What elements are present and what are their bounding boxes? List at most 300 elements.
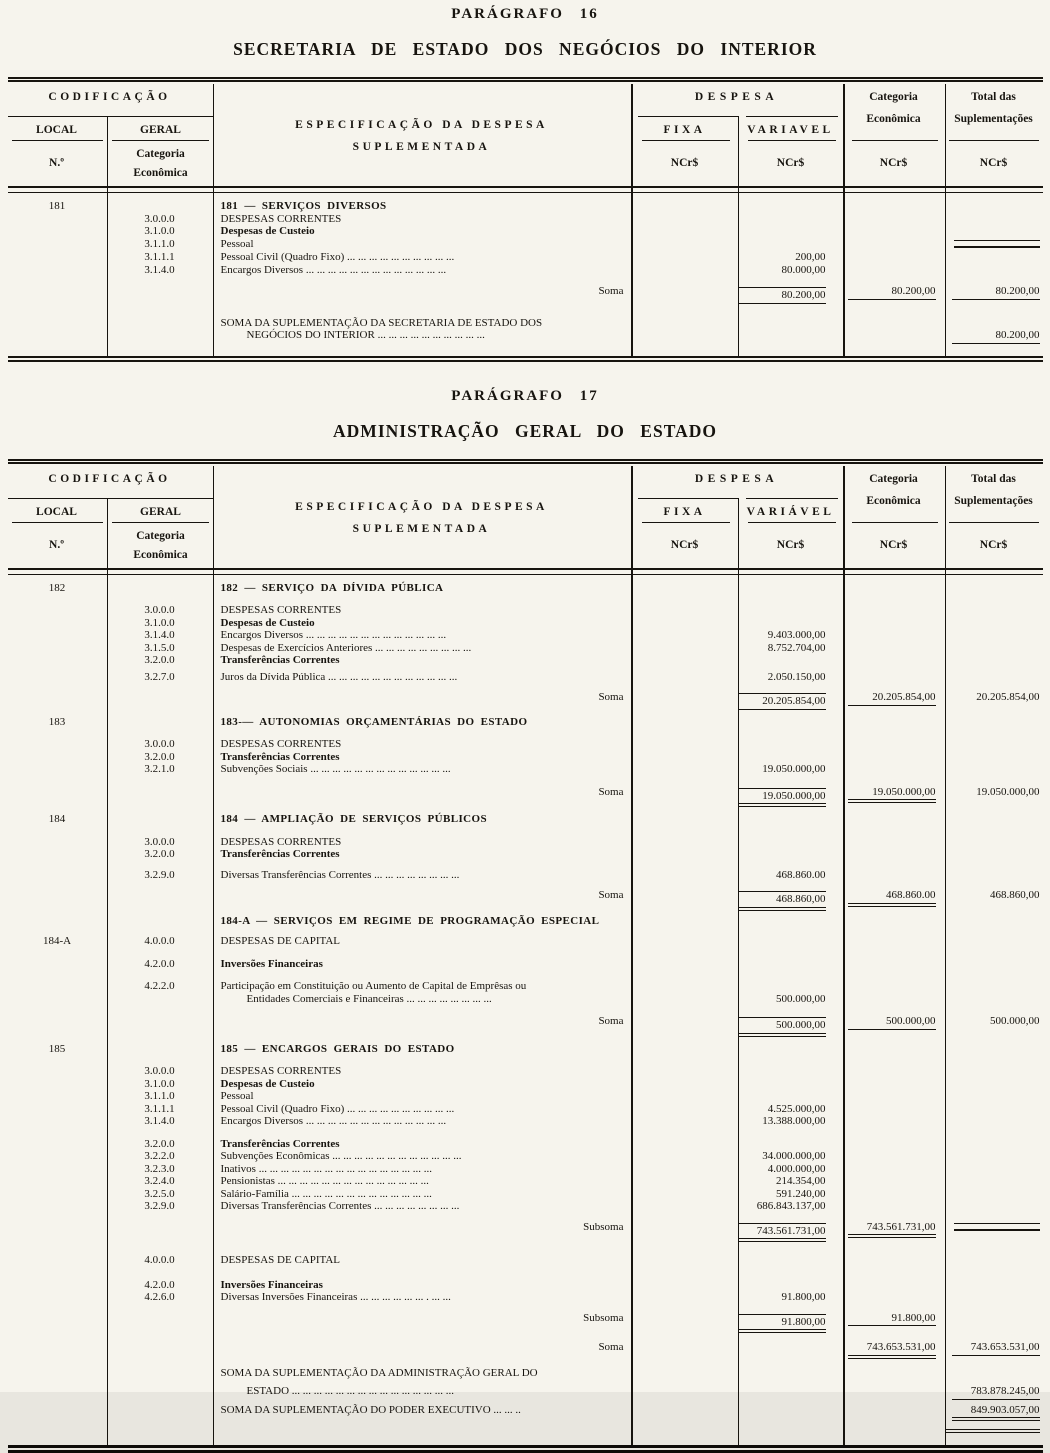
variavel-cell [738,869,843,882]
fixa-cell [632,264,738,277]
spec-cell [213,285,632,304]
variavel-cell [738,654,843,667]
spec-cell [213,264,632,277]
header-rule [852,522,938,523]
table-row [8,582,1043,595]
table-administracao-geral [8,459,1043,1453]
col-geral: GERAL [140,506,181,518]
column-divider [631,466,633,1446]
categoria-cell [843,980,945,1005]
code-cell [107,889,213,911]
table-secretaria-interior [8,77,1043,362]
fixa-cell [632,935,738,948]
spec-cell [213,1367,632,1380]
local-cell: 185 [8,1043,107,1056]
code-cell [107,915,213,928]
code-cell: 3.1.1.1 [107,1103,213,1116]
value: 591.240,00 [738,1188,826,1201]
local-cell [8,1254,107,1267]
code-cell: 3.0.0.0 [107,213,213,226]
total-cell [945,1312,1043,1334]
fixa-cell [632,738,738,751]
code-cell: 4.2.0.0 [107,1279,213,1292]
header-rule [748,522,836,523]
col-numero: N.º [49,539,64,551]
code-cell: 3.1.5.0 [107,642,213,655]
spec-text: Transferências Correntes [221,751,632,764]
col-local: LOCAL [36,506,77,518]
spec-text: DESPESAS CORRENTES [221,1065,632,1078]
sum-label: Soma [221,1341,632,1354]
local-cell [8,671,107,684]
code-cell: 3.1.4.0 [107,1115,213,1128]
variavel-cell [738,1254,843,1267]
fixa-cell [632,813,738,826]
local-cell [8,738,107,751]
local-cell [8,1103,107,1116]
spec-cell [213,225,632,238]
categoria-cell [843,1115,945,1128]
code-cell: 3.2.5.0 [107,1188,213,1201]
table-row [8,836,1043,849]
spec-cell [213,1043,632,1056]
spec-cell [213,1015,632,1037]
col-categoria-economica-line2: Econômica [866,495,920,507]
fixa-cell [632,836,738,849]
local-cell [8,1188,107,1201]
header-separator-rule [8,186,1043,193]
spec-cell [213,1341,632,1359]
spec-text: 181 — SERVIÇOS DIVERSOS [221,200,632,213]
categoria-cell [843,654,945,667]
categoria-cell [843,1015,945,1037]
sum-label: Subsoma [221,1312,632,1325]
table-row [8,1078,1043,1091]
code-cell: 3.1.4.0 [107,629,213,642]
fixa-cell [632,1150,738,1163]
local-cell [8,617,107,630]
fixa-cell [632,763,738,776]
variavel-cell [738,813,843,826]
value [954,240,1040,248]
col-fixa: FIXA [663,124,705,136]
categoria-cell [843,604,945,617]
spec-cell [213,716,632,729]
col-geral: GERAL [140,124,181,136]
local-cell: 182 [8,582,107,595]
variavel-cell [738,836,843,849]
spec-cell [213,1200,632,1213]
categoria-cell [843,1254,945,1267]
variavel-cell [738,751,843,764]
variavel-cell [738,671,843,684]
variavel-cell [738,1138,843,1151]
header-rule [746,498,838,499]
fixa-cell [632,786,738,808]
fixa-cell [632,915,738,928]
local-cell [8,604,107,617]
table-row [8,1367,1043,1380]
categoria-cell [843,1090,945,1103]
header-rule [638,498,738,499]
code-cell: 3.2.9.0 [107,869,213,882]
table-row [8,915,1043,928]
categoria-cell [843,1150,945,1163]
fixa-cell [632,1065,738,1078]
categoria-cell [843,738,945,751]
categoria-cell [843,813,945,826]
currency-fixa: NCr$ [671,539,698,551]
table-row [8,1254,1043,1267]
total-cell [945,889,1043,911]
header-rule [642,140,730,141]
spec-cell [213,889,632,911]
variavel-cell [738,980,843,1005]
local-cell [8,1163,107,1176]
spec-cell [213,1078,632,1091]
local-cell [8,691,107,710]
table-row [8,604,1043,617]
table-row [8,1221,1043,1243]
variavel-cell [738,1078,843,1091]
total-cell [945,691,1043,710]
spec-cell [213,213,632,226]
spec-text: Diversas Transferências Correntes ... ... ... ... ... ... ... ... [221,1200,632,1213]
total-cell [945,1015,1043,1037]
spec-text: Encargos Diversos ... ... ... ... ... ... ... ... ... ... ... ... ... [221,1115,632,1128]
total-cell [945,1254,1043,1267]
local-cell [8,1312,107,1334]
value: 80.000,00 [738,264,826,277]
code-cell: 3.2.0.0 [107,751,213,764]
currency-total: NCr$ [980,539,1007,551]
code-cell: 3.1.1.0 [107,1090,213,1103]
local-cell [8,1200,107,1213]
local-cell: 184-A [8,935,107,948]
col-codificacao: CODIFICAÇÃO [48,473,170,485]
col-total-line2: Suplementações [954,495,1033,507]
value: 91.800,00 [738,1314,826,1334]
col-especificacao-line1: ESPECIFICAÇÃO DA DESPESA [295,501,548,513]
table-row [8,1115,1043,1128]
spec-cell [213,251,632,264]
categoria-cell [843,200,945,213]
col-categoria-line2: Econômica [133,167,187,179]
table-row [8,1385,1043,1400]
fixa-cell [632,691,738,710]
fixa-cell [632,1043,738,1056]
table-row [8,671,1043,684]
variavel-cell [738,958,843,971]
categoria-cell [843,671,945,684]
spec-text: Inversões Financeiras [221,1279,632,1292]
section-16-title: SECRETARIA DE ESTADO DOS NEGÓCIOS DO INTERIOR [0,39,1050,60]
categoria-cell [843,264,945,277]
col-categoria-line1: Categoria [136,530,185,542]
code-cell [107,1221,213,1243]
header-rule [8,116,213,117]
code-cell: 3.0.0.0 [107,836,213,849]
spec-text: Despesas de Custeio [221,1078,632,1091]
variavel-cell [738,1103,843,1116]
variavel-cell [738,1175,843,1188]
spec-text: Pessoal Civil (Quadro Fixo) ... ... ... ... ... ... ... ... ... ... [221,251,632,264]
spec-text: DESPESAS CORRENTES [221,738,632,751]
local-cell [8,1367,107,1380]
total-cell [945,1065,1043,1078]
column-divider [107,498,108,1446]
col-codificacao: CODIFICAÇÃO [48,91,170,103]
total-cell [945,642,1043,655]
fixa-cell [632,225,738,238]
categoria-cell [843,213,945,226]
spec-text: Subvenções Econômicas ... ... ... ... ... ... ... ... ... ... ... ... [221,1150,632,1163]
value: 500.000,00 [738,993,826,1006]
categoria-cell [843,1065,945,1078]
sum-label: Soma [221,786,632,799]
table-row [8,751,1043,764]
spec-text: Subvenções Sociais ... ... ... ... ... ... ... ... ... ... ... ... ... [221,763,632,776]
spec-cell [213,738,632,751]
variavel-cell [738,1065,843,1078]
local-cell [8,836,107,849]
fixa-cell [632,200,738,213]
categoria-cell [843,716,945,729]
variavel-cell [738,582,843,595]
code-cell: 3.1.0.0 [107,617,213,630]
header-rule [12,140,103,141]
variavel-cell [738,1367,843,1380]
code-cell: 3.2.9.0 [107,1200,213,1213]
spec-text: 184 — AMPLIAÇÃO DE SERVIÇOS PÚBLICOS [221,813,632,826]
table-row [8,238,1043,252]
local-cell [8,285,107,304]
value: 19.050.000,00 [738,788,826,808]
spec-text: 185 — ENCARGOS GERAIS DO ESTADO [221,1043,632,1056]
spec-cell [213,1385,632,1400]
table-row [8,264,1043,277]
col-variavel: VARIAVEL [747,124,833,136]
table-row [8,1175,1043,1188]
fixa-cell [632,617,738,630]
table-row [8,1291,1043,1304]
code-cell [107,1385,213,1400]
table-row [8,1015,1043,1037]
total-cell [945,763,1043,776]
value: 500.000,00 [848,1015,936,1030]
categoria-cell [843,1078,945,1091]
categoria-cell [843,642,945,655]
spec-text: DESPESAS CORRENTES [221,604,632,617]
local-cell [8,1138,107,1151]
paragraph-16-heading: PARÁGRAFO 16 [0,0,1050,23]
total-cell [945,716,1043,729]
value: 468.860.00 [738,869,826,882]
fixa-cell [632,1341,738,1359]
categoria-cell [843,836,945,849]
variavel-cell [738,786,843,808]
spec-cell [213,836,632,849]
fixa-cell [632,751,738,764]
total-cell [945,1279,1043,1292]
total-cell [945,786,1043,808]
code-cell: 4.2.2.0 [107,980,213,1005]
spec-cell [213,958,632,971]
value: 743.653.531,00 [848,1341,936,1359]
local-cell [8,751,107,764]
fixa-cell [632,1090,738,1103]
value: 20.205.854,00 [738,693,826,710]
spec-cell [213,671,632,684]
categoria-cell [843,251,945,264]
variavel-cell [738,213,843,226]
categoria-cell [843,1404,945,1434]
paragraph-17-heading: PARÁGRAFO 17 [0,382,1050,405]
fixa-cell [632,1115,738,1128]
code-cell: 3.2.4.0 [107,1175,213,1188]
spec-text: Transferências Correntes [221,1138,632,1151]
value: 2.050.150,00 [738,671,826,684]
spec-cell [213,1103,632,1116]
spec-text: Encargos Diversos ... ... ... ... ... ... ... ... ... ... ... ... ... [221,629,632,642]
local-cell [8,1115,107,1128]
value: 4.000.000,00 [738,1163,826,1176]
variavel-cell [738,642,843,655]
spec-cell [213,751,632,764]
variavel-cell [738,238,843,252]
col-despesa: DESPESA [695,91,778,103]
table-row [8,642,1043,655]
categoria-cell [843,1188,945,1201]
column-divider [945,466,946,1446]
variavel-cell [738,251,843,264]
col-especificacao-line2: SUPLEMENTADA [353,141,491,153]
code-cell: 3.2.0.0 [107,1138,213,1151]
total-cell [945,251,1043,264]
variavel-cell [738,617,843,630]
categoria-cell [843,1175,945,1188]
value: 468.860,00 [738,891,826,911]
value: 500.000,00 [738,1017,826,1037]
code-cell: 3.1.0.0 [107,1078,213,1091]
categoria-cell [843,786,945,808]
code-cell [107,1015,213,1037]
code-cell [107,1341,213,1359]
spec-cell [213,629,632,642]
spec-text: DESPESAS DE CAPITAL [221,1254,632,1267]
value: 500.000,00 [952,1015,1040,1028]
spec-text: SOMA DA SUPLEMENTAÇÃO DO PODER EXECUTIVO ... ... .. [221,1404,632,1417]
total-cell [945,836,1043,849]
variavel-cell [738,1404,843,1434]
value: 19.050.000,00 [952,786,1040,799]
col-fixa: FIXA [663,506,705,518]
spec-cell [213,869,632,882]
categoria-cell [843,751,945,764]
table-row [8,763,1043,776]
variavel-cell [738,848,843,861]
header-rule [949,140,1039,141]
spec-cell [213,1221,632,1243]
sum-label: Soma [221,691,632,704]
value: 9.403.000,00 [738,629,826,642]
categoria-cell [843,1163,945,1176]
categoria-cell [843,691,945,710]
variavel-cell [738,738,843,751]
code-cell [107,285,213,304]
code-cell: 3.2.7.0 [107,671,213,684]
categoria-cell [843,629,945,642]
variavel-cell [738,935,843,948]
variavel-cell [738,716,843,729]
table-row [8,225,1043,238]
total-cell [945,1200,1043,1213]
spec-cell [213,1188,632,1201]
fixa-cell [632,1188,738,1201]
fixa-cell [632,1385,738,1400]
value: 91.800,00 [848,1312,936,1327]
local-cell: 181 [8,200,107,213]
table-row [8,1200,1043,1213]
spec-cell [213,935,632,948]
value: 783.878.245,00 [952,1385,1040,1400]
header-rule [852,140,938,141]
total-cell [945,225,1043,238]
categoria-cell [843,1341,945,1359]
table-row [8,958,1043,971]
categoria-cell [843,958,945,971]
local-cell [8,629,107,642]
table-header [8,82,1043,186]
total-cell [945,915,1043,928]
currency-total: NCr$ [980,157,1007,169]
total-cell [945,1221,1043,1243]
header-rule [642,522,730,523]
table-row [8,1341,1043,1359]
spec-text: Participação em Constituição ou Aumento de Capital de Emprêsas ou [221,980,632,993]
code-cell [107,1367,213,1380]
value: 743.653.531,00 [952,1341,1040,1356]
local-cell [8,1090,107,1103]
value: 80.200,00 [952,329,1040,344]
spec-cell [213,1175,632,1188]
table-row [8,1103,1043,1116]
currency-variavel: NCr$ [777,539,804,551]
local-cell [8,848,107,861]
total-cell [945,958,1043,971]
local-cell [8,225,107,238]
col-especificacao-line2: SUPLEMENTADA [353,523,491,535]
variavel-cell [738,1291,843,1304]
fixa-cell [632,1138,738,1151]
variavel-cell [738,264,843,277]
table-row [8,691,1043,710]
fixa-cell [632,642,738,655]
variavel-cell [738,763,843,776]
spec-text: Transferências Correntes [221,848,632,861]
code-cell: 3.1.1.1 [107,251,213,264]
spec-cell [213,848,632,861]
table-row [8,200,1043,213]
local-cell [8,264,107,277]
local-cell [8,869,107,882]
fixa-cell [632,1312,738,1334]
variavel-cell [738,1150,843,1163]
table-row [8,1150,1043,1163]
column-divider [843,466,845,1446]
value: 20.205.854,00 [952,691,1040,704]
categoria-cell [843,1291,945,1304]
